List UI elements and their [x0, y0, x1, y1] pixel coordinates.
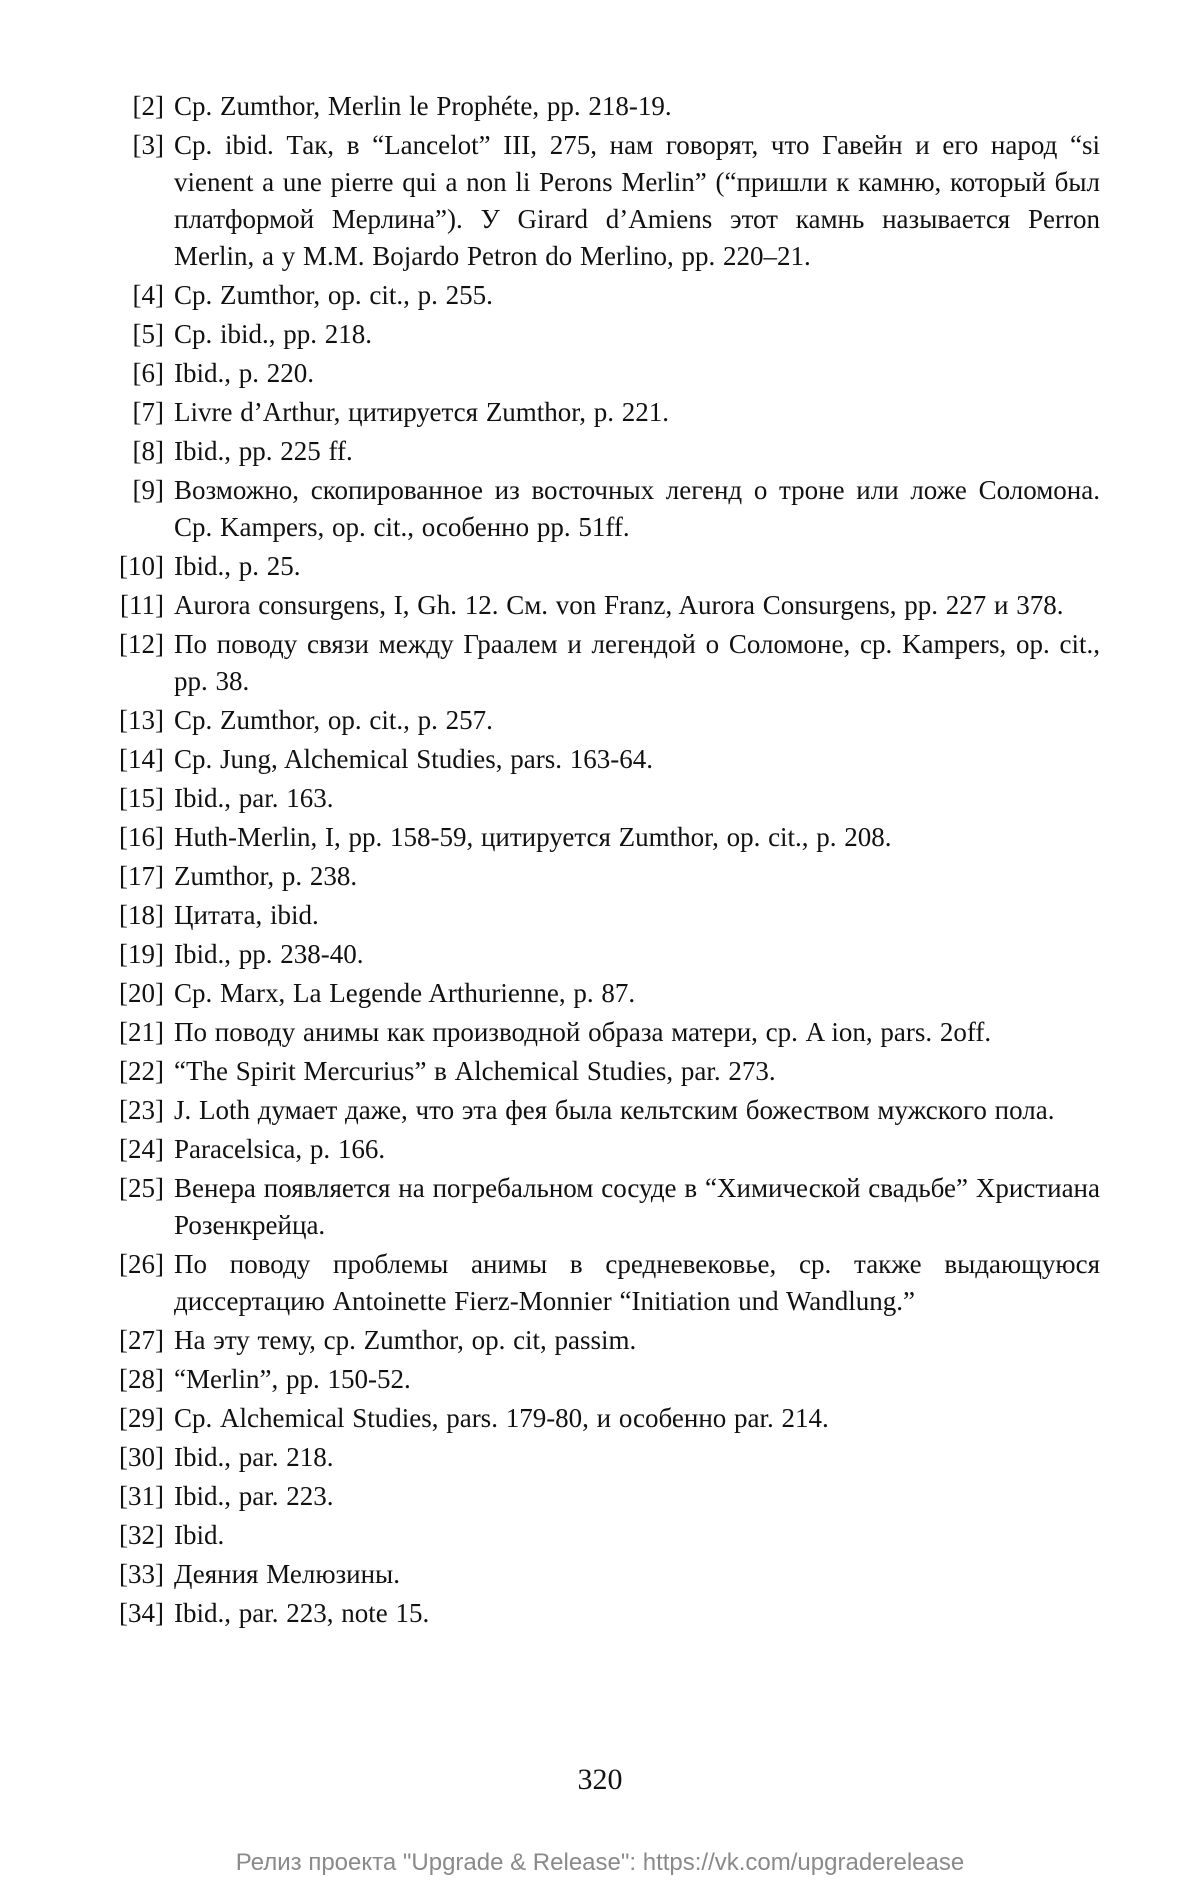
endnote-item	[100, 936, 1100, 973]
endnote-number: [22]	[119, 1056, 164, 1086]
endnote-number: [2]	[132, 91, 164, 121]
endnote-text: Aurora consurgens, I, Gh. 12. См. von Franz, Aurora Consurgens, pp. 227 и 378.	[174, 590, 1064, 620]
endnote-item	[100, 741, 1100, 778]
endnote-number: [7]	[132, 397, 164, 427]
endnote-item	[100, 433, 1100, 470]
page-number: 320	[577, 1763, 623, 1796]
endnote-text: По поводу проблемы анимы в средневековье, ср. также выдающуюся диссертацию Antoinette Fierz-Monnier “Initiation und Wandlung.”	[174, 1249, 1100, 1316]
endnote-item	[100, 897, 1100, 934]
endnote-text: Ср. Zumthor, Merlin le Prophéte, pp. 218-19.	[174, 91, 672, 121]
endnote-text: По поводу связи между Граалем и легендой о Соломоне, ср. Kampers, op. cit., pp. 38.	[174, 629, 1100, 696]
endnote-item	[100, 1478, 1100, 1515]
endnote-number: [15]	[119, 783, 164, 813]
endnote-item	[100, 626, 1100, 700]
endnote-number: [28]	[119, 1364, 164, 1394]
endnote-item	[100, 858, 1100, 895]
endnote-item	[100, 1595, 1100, 1632]
endnote-text: Ср. ibid., pp. 218.	[174, 319, 373, 349]
endnote-text: Ср. Alchemical Studies, pars. 179-80, и особенно par. 214.	[174, 1403, 829, 1433]
endnotes-list	[100, 88, 1100, 1634]
endnote-text: Ibid., par. 223, note 15.	[174, 1598, 430, 1628]
endnote-text: Ibid., par. 218.	[174, 1442, 334, 1472]
endnote-item	[100, 1246, 1100, 1320]
endnote-number: [29]	[119, 1403, 164, 1433]
endnote-text: Ibid., p. 25.	[174, 551, 301, 581]
endnote-text: Ibid., par. 163.	[174, 783, 334, 813]
endnote-number: [25]	[119, 1173, 164, 1203]
endnote-number: [4]	[132, 280, 164, 310]
endnote-item	[100, 548, 1100, 585]
endnote-number: [18]	[119, 900, 164, 930]
endnote-item	[100, 472, 1100, 546]
endnote-number: [10]	[119, 551, 164, 581]
endnote-item	[100, 394, 1100, 431]
endnote-item	[100, 819, 1100, 856]
endnote-text: Paracelsica, p. 166.	[174, 1134, 386, 1164]
endnote-number: [30]	[119, 1442, 164, 1472]
endnote-text: Ibid., p. 220.	[174, 358, 314, 388]
endnote-text: Ср. Zumthor, op. cit., p. 257.	[174, 705, 493, 735]
endnote-item	[100, 1131, 1100, 1168]
endnote-number: [31]	[119, 1481, 164, 1511]
endnote-number: [33]	[119, 1559, 164, 1589]
endnote-text: Zumthor, p. 238.	[174, 861, 358, 891]
endnote-number: [5]	[132, 319, 164, 349]
endnote-number: [20]	[119, 978, 164, 1008]
endnote-number: [13]	[119, 705, 164, 735]
endnote-text: Ср. Zumthor, op. cit., p. 255.	[174, 280, 493, 310]
endnote-text: Ibid., par. 223.	[174, 1481, 334, 1511]
endnote-number: [17]	[119, 861, 164, 891]
endnote-number: [21]	[119, 1017, 164, 1047]
endnote-number: [34]	[119, 1598, 164, 1628]
endnote-item	[100, 1361, 1100, 1398]
endnote-text: “The Spirit Mercurius” в Alchemical Studies, par. 273.	[174, 1056, 776, 1086]
endnote-number: [8]	[132, 436, 164, 466]
endnote-text: Ср. Jung, Alchemical Studies, pars. 163-64.	[174, 744, 653, 774]
endnote-number: [9]	[132, 475, 164, 505]
endnote-number: [3]	[132, 130, 164, 160]
endnote-item	[100, 1014, 1100, 1051]
endnote-item	[100, 702, 1100, 739]
endnote-item	[100, 1053, 1100, 1090]
endnote-item	[100, 1400, 1100, 1437]
endnote-item	[100, 1556, 1100, 1593]
endnote-number: [26]	[119, 1249, 164, 1279]
endnote-item	[100, 1170, 1100, 1244]
endnote-text: Ibid., pp. 238-40.	[174, 939, 364, 969]
endnote-text: “Merlin”, pp. 150-52.	[174, 1364, 411, 1394]
endnote-number: [24]	[119, 1134, 164, 1164]
endnote-number: [12]	[119, 629, 164, 659]
endnote-item	[100, 975, 1100, 1012]
endnote-item	[100, 780, 1100, 817]
endnote-text: Ibid.	[174, 1520, 225, 1550]
endnote-item	[100, 127, 1100, 275]
endnote-number: [16]	[119, 822, 164, 852]
endnote-item	[100, 355, 1100, 392]
endnote-item	[100, 1439, 1100, 1476]
endnote-number: [11]	[120, 590, 164, 620]
endnote-number: [23]	[119, 1095, 164, 1125]
endnote-text: Livre d’Arthur, цитируется Zumthor, p. 221.	[174, 397, 669, 427]
endnote-number: [14]	[119, 744, 164, 774]
endnote-text: Ср. Marx, La Legende Arthurienne, p. 87.	[174, 978, 636, 1008]
release-footer: Релиз проекта "Upgrade & Release": https://vk.com/upgraderelease	[235, 1849, 965, 1876]
endnote-text: По поводу анимы как производной образа матери, ср. A ion, pars. 2off.	[174, 1017, 992, 1047]
endnote-item	[100, 1517, 1100, 1554]
endnote-item	[100, 316, 1100, 353]
endnote-item	[100, 587, 1100, 624]
endnote-number: [32]	[119, 1520, 164, 1550]
endnote-text: J. Loth думает даже, что эта фея была кельтским божеством мужского пола.	[174, 1095, 1055, 1125]
endnote-item	[100, 1092, 1100, 1129]
endnote-number: [6]	[132, 358, 164, 388]
endnote-text: Цитата, ibid.	[174, 900, 319, 930]
endnote-text: Возможно, скопированное из восточных легенд о троне или ложе Соломона. Ср. Kampers, op. cit., особенно pp. 51ff.	[174, 475, 1100, 542]
endnote-number: [19]	[119, 939, 164, 969]
endnote-text: Ср. ibid. Так, в “Lancelot” III, 275, нам говорят, что Гавейн и его народ “si vienent a une pierre qui a non li Perons Merlin” (“пришли к камню, который был платформой Мерлина”). У Girard d’Amiens этот камнь называется Perron Merlin, а у M.M. Bojardo Petron do Merlino, pp. 220–21.	[174, 130, 1100, 271]
endnote-text: На эту тему, ср. Zumthor, op. cit, passim.	[174, 1325, 637, 1355]
endnote-text: Ibid., pp. 225 ff.	[174, 436, 353, 466]
endnote-text: Деяния Мелюзины.	[174, 1559, 400, 1589]
endnote-item	[100, 88, 1100, 125]
endnote-item	[100, 1322, 1100, 1359]
endnote-text: Венера появляется на погребальном сосуде в “Химической свадьбе” Христиана Розенкрейца.	[174, 1173, 1100, 1240]
endnote-text: Huth-Merlin, I, pp. 158-59, цитируется Zumthor, op. cit., p. 208.	[174, 822, 892, 852]
endnote-number: [27]	[119, 1325, 164, 1355]
endnote-item	[100, 277, 1100, 314]
